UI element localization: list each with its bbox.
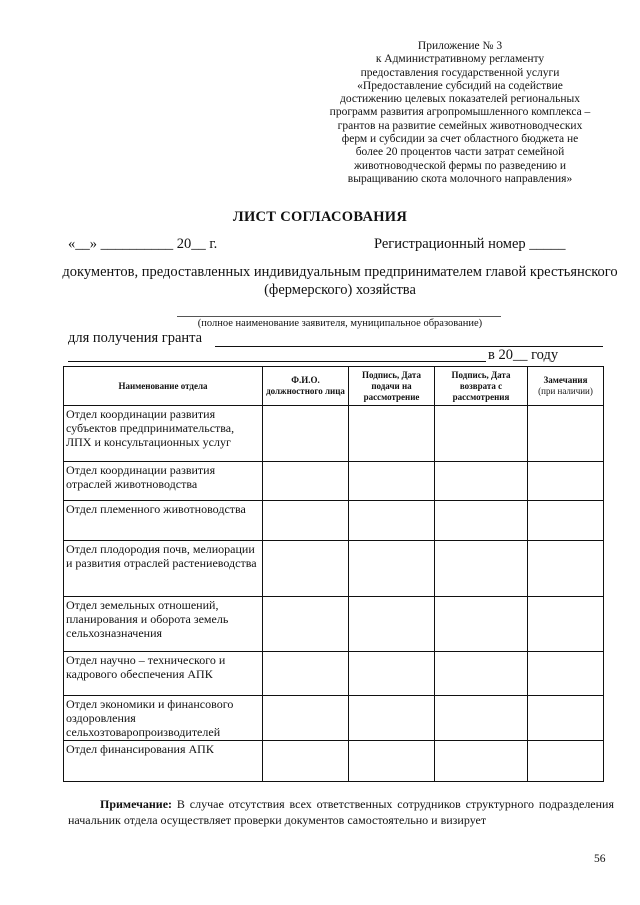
year-row: [68, 346, 608, 366]
page-title: ЛИСТ СОГЛАСОВАНИЯ: [232, 209, 408, 225]
registration-number-field: Регистрационный номер _____: [374, 236, 566, 252]
name-cell: [263, 501, 349, 541]
return-signature-cell: [435, 597, 528, 652]
return-signature-cell: [435, 406, 528, 462]
submit-signature-cell: [349, 541, 435, 597]
column-header: Ф.И.О. должностного лица: [263, 367, 349, 406]
submit-signature-cell: [349, 652, 435, 696]
remarks-cell: [528, 652, 604, 696]
remarks-cell: [528, 597, 604, 652]
note-label: Примечание:: [100, 797, 173, 811]
appendix-header: [305, 40, 615, 186]
return-signature-cell: [435, 462, 528, 501]
submit-signature-cell: [349, 597, 435, 652]
year-text: в 20__ году: [488, 347, 559, 363]
submit-signature-cell: [349, 501, 435, 541]
department-cell: Отдел племенного животноводства: [64, 501, 263, 541]
appendix-line: предоставления государственной услуги: [360, 66, 560, 79]
name-cell: [263, 406, 349, 462]
documents-description: документов, предоставленных индивидуальным предпринимателем главой крестьянского (фермерского) хозяйства: [62, 264, 618, 298]
table-row: [64, 541, 604, 597]
page-number: 56: [594, 853, 606, 865]
department-cell: Отдел плодородия почв, мелиорации и развития отраслей растениеводства: [64, 541, 263, 597]
remarks-cell: [528, 501, 604, 541]
table-row: [64, 652, 604, 696]
name-cell: [263, 541, 349, 597]
return-signature-cell: [435, 741, 528, 782]
column-header: Подпись, Дата подачи на рассмотрение: [349, 367, 435, 406]
return-signature-cell: [435, 696, 528, 741]
table-header-row: [64, 367, 604, 406]
submit-signature-cell: [349, 406, 435, 462]
return-signature-cell: [435, 652, 528, 696]
return-signature-cell: [435, 501, 528, 541]
name-cell: [263, 597, 349, 652]
appendix-line: более 20 процентов части затрат семейной: [355, 146, 565, 159]
remarks-cell: [528, 696, 604, 741]
appendix-line: к Административному регламенту: [375, 53, 545, 66]
table-row: [64, 597, 604, 652]
table-row: [64, 696, 604, 741]
appendix-line: «Предоставление субсидий на содействие: [357, 79, 563, 92]
note-text: В случае отсутствия всех ответственных сотрудников структурного подразделения начальник отдела осуществляет проверки документов самостоятельно и визирует: [68, 797, 614, 827]
applicant-name-line: [177, 316, 501, 317]
submit-signature-cell: [349, 741, 435, 782]
date-field: «__» __________ 20__ г.: [68, 236, 218, 252]
name-cell: [263, 652, 349, 696]
appendix-line: Приложение № 3: [417, 40, 503, 52]
department-cell: Отдел координации развития отраслей животноводства: [64, 462, 263, 501]
department-cell: Отдел финансирования АПК: [64, 741, 263, 782]
applicant-hint: (полное наименование заявителя, муниципальное образование): [197, 318, 483, 329]
remarks-cell: [528, 741, 604, 782]
department-cell: Отдел координации развития субъектов предпринимательства, ЛПХ и консультационных услуг: [64, 406, 263, 462]
appendix-line: грантов на развитие семейных животноводческих: [337, 119, 583, 132]
appendix-line: животноводческой фермы по разведению и: [353, 159, 567, 172]
table-row: [64, 501, 604, 541]
column-header: Замечания (при наличии): [528, 367, 604, 406]
year-underline: [68, 361, 486, 362]
appendix-line: программ развития агропромышленного комплекса –: [329, 106, 591, 119]
table-row: [64, 462, 604, 501]
remarks-cell: [528, 406, 604, 462]
column-header: Подпись, Дата возврата с рассмотрения: [435, 367, 528, 406]
submit-signature-cell: [349, 462, 435, 501]
name-cell: [263, 696, 349, 741]
submit-signature-cell: [349, 696, 435, 741]
name-cell: [263, 462, 349, 501]
table-row: [64, 741, 604, 782]
department-cell: Отдел научно – технического и кадрового обеспечения АПК: [64, 652, 263, 696]
appendix-line: ферм и субсидии за счет областного бюджета не: [341, 133, 579, 146]
approval-table: [63, 366, 604, 782]
return-signature-cell: [435, 541, 528, 597]
appendix-line: выращиванию скота молочного направления»: [347, 172, 573, 185]
department-cell: Отдел земельных отношений, планирования и оборота земель сельхозназначения: [64, 597, 263, 652]
note-paragraph: [68, 797, 614, 828]
grant-label: для получения гранта: [68, 330, 203, 346]
appendix-line: достижению целевых показателей региональных: [340, 93, 580, 106]
table-row: [64, 406, 604, 462]
remarks-cell: [528, 462, 604, 501]
name-cell: [263, 741, 349, 782]
remarks-cell: [528, 541, 604, 597]
column-header: Наименование отдела: [64, 367, 263, 406]
department-cell: Отдел экономики и финансового оздоровления сельхозтоваропроизводителей: [64, 696, 263, 741]
